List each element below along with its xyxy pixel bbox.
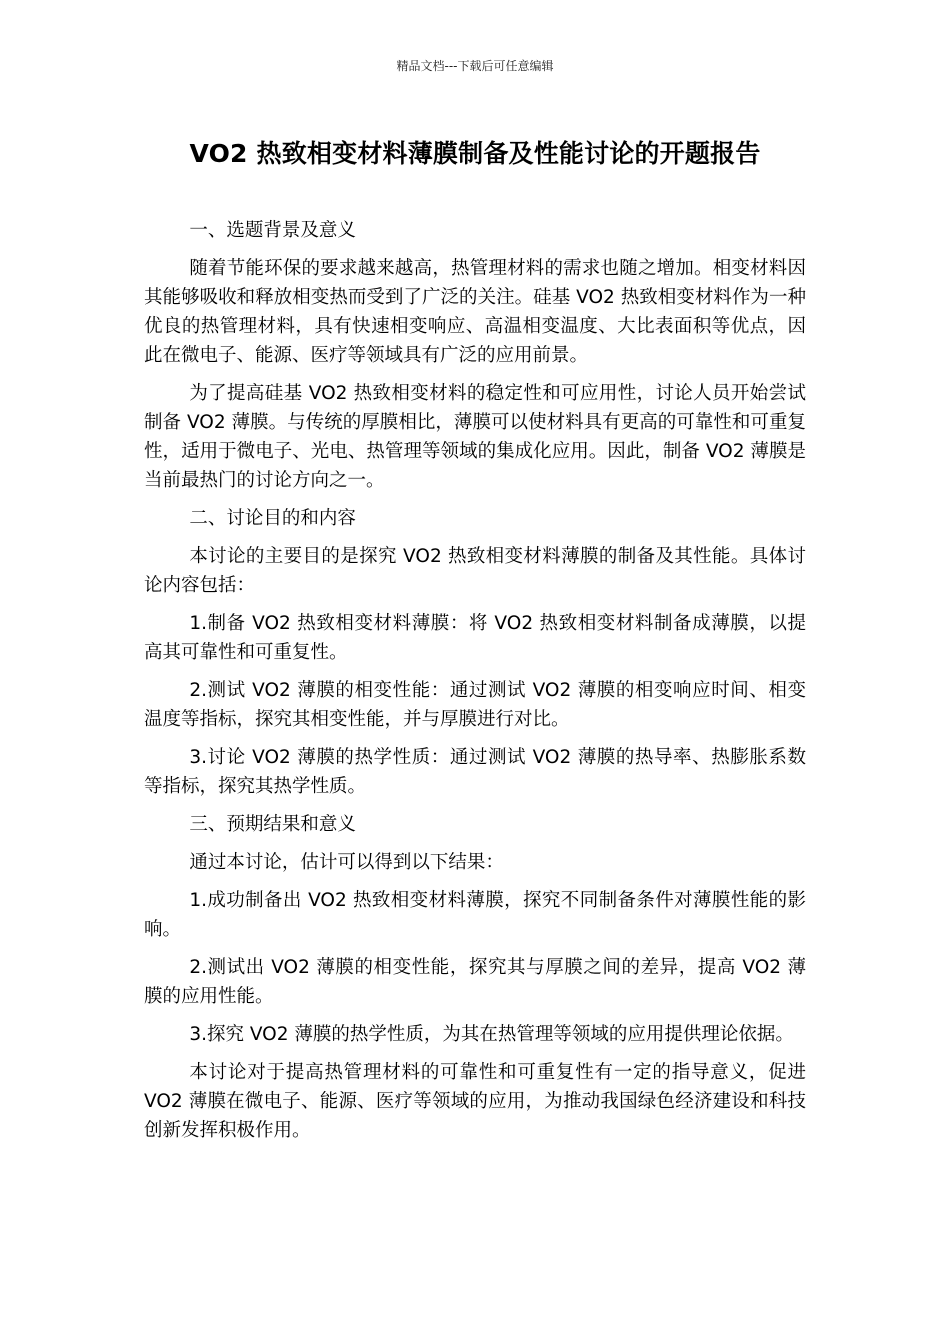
list-item-result-2: 2.测试出 VO2 薄膜的相变性能，探究其与厚膜之间的差异，提高 VO2 薄膜的应用性能。 — [144, 957, 806, 1007]
paragraph-significance: 本讨论对于提高热管理材料的可靠性和可重复性有一定的指导意义，促进 VO2 薄膜在微电子、能源、医疗等领域的应用，为推动我国绿色经济建设和科技创新发挥积极作用。 — [144, 1062, 806, 1141]
paragraph-results-intro: 通过本讨论，估计可以得到以下结果： — [189, 852, 504, 873]
list-item-objective-3: 3.讨论 VO2 薄膜的热学性质：通过测试 VO2 薄膜的热导率、热膨胀系数等指标，探究其热学性质。 — [144, 747, 806, 797]
list-item-objective-2: 2.测试 VO2 薄膜的相变性能：通过测试 VO2 薄膜的相变响应时间、相变温度等指标，探究其相变性能，并与厚膜进行对比。 — [144, 680, 806, 730]
list-item-result-1: 1.成功制备出 VO2 热致相变材料薄膜，探究不同制备条件对薄膜性能的影响。 — [144, 890, 806, 940]
list-item-result-3: 3.探究 VO2 薄膜的热学性质，为其在热管理等领域的应用提供理论依据。 — [189, 1024, 794, 1045]
page-header: 精品文档---下载后可任意编辑 — [396, 59, 554, 73]
section-heading-results: 三、预期结果和意义 — [189, 814, 356, 835]
document-title: VO2 热致相变材料薄膜制备及性能讨论的开题报告 — [189, 139, 761, 168]
section-heading-background: 一、选题背景及意义 — [189, 220, 356, 241]
section-heading-objectives: 二、讨论目的和内容 — [189, 508, 356, 529]
paragraph-objectives-intro: 本讨论的主要目的是探究 VO2 热致相变材料薄膜的制备及其性能。具体讨论内容包括： — [144, 546, 806, 596]
paragraph-background-1: 随着节能环保的要求越来越高，热管理材料的需求也随之增加。相变材料因其能够吸收和释放相变热而受到了广泛的关注。硅基 VO2 热致相变材料作为一种优良的热管理材料，具有快速相变响应、高温相变温度、大比表面积等优点，因此在微电子、能源、医疗等领域具有广泛的应用前景。 — [144, 258, 806, 366]
paragraph-background-2: 为了提高硅基 VO2 热致相变材料的稳定性和可应用性，讨论人员开始尝试制备 VO2 薄膜。与传统的厚膜相比，薄膜可以使材料具有更高的可靠性和可重复性，适用于微电子、光电、热管理等领域的集成化应用。因此，制备 VO2 薄膜是当前最热门的讨论方向之一。 — [144, 383, 806, 491]
list-item-objective-1: 1.制备 VO2 热致相变材料薄膜：将 VO2 热致相变材料制备成薄膜，以提高其可靠性和可重复性。 — [144, 613, 806, 663]
document-body — [144, 216, 806, 1154]
